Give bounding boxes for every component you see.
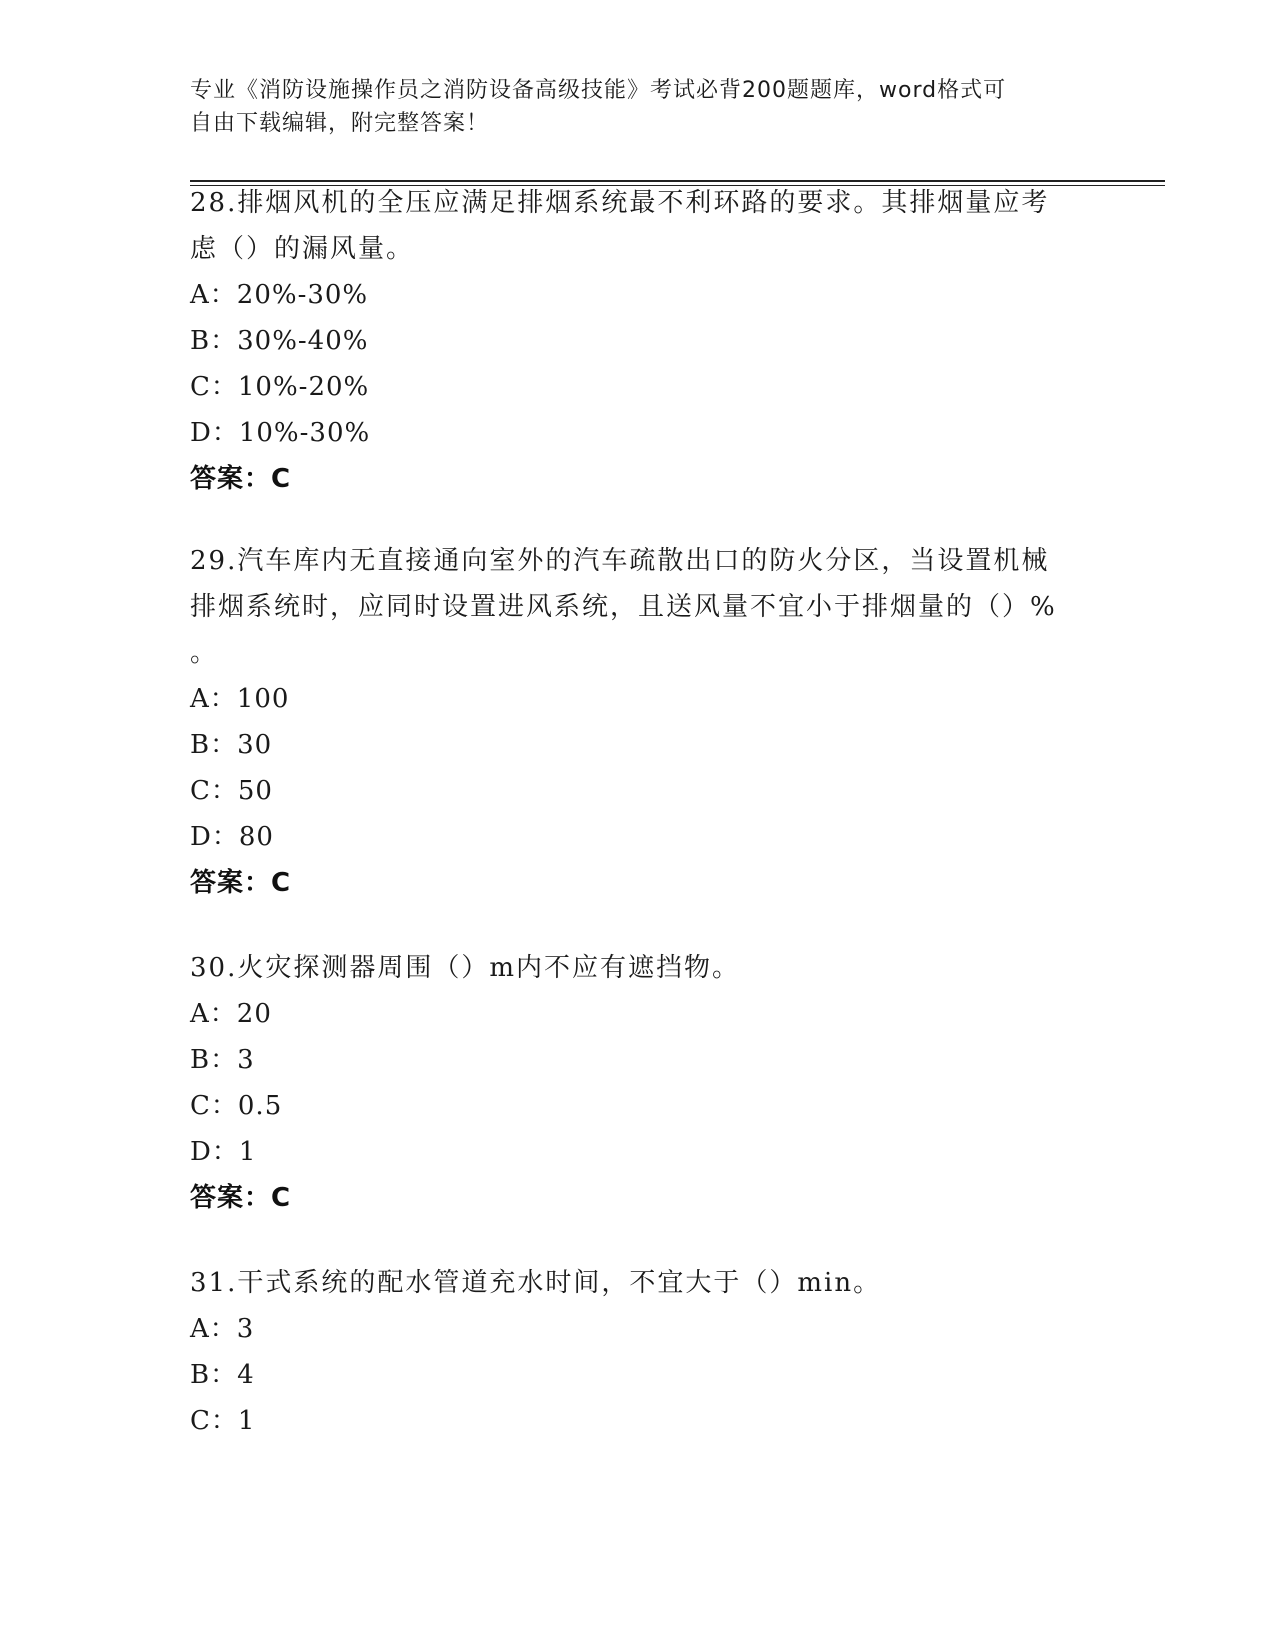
answer-label: 答案： [190, 1183, 272, 1213]
option-d: D：80 [190, 822, 274, 852]
answer-label: 答案： [190, 464, 272, 494]
answer-line [190, 456, 1090, 502]
answer-value: C [271, 1183, 292, 1213]
option-c: C：0.5 [190, 1091, 283, 1121]
question-29 [190, 538, 1090, 906]
option-b: B：30%-40% [190, 326, 369, 356]
question-stem: 31.干式系统的配水管道充水时间，不宜大于（）min。 [190, 1268, 882, 1298]
option-a: A：3 [190, 1314, 255, 1344]
header-line-1: 专业《消防设施操作员之消防设备高级技能》考试必背200题题库，word格式可 [190, 78, 1007, 103]
question-stem: 30.火灾探测器周围（）m内不应有遮挡物。 [190, 953, 741, 983]
option-a: A：20%-30% [190, 280, 369, 310]
option-c: C：1 [190, 1406, 256, 1436]
answer-line [190, 1175, 1090, 1221]
answer-label: 答案： [190, 868, 272, 898]
header-line-2: 自由下载编辑，附完整答案！ [190, 111, 490, 136]
document-header [190, 74, 1090, 140]
option-a: A：100 [190, 684, 290, 714]
option-c: C：50 [190, 776, 273, 806]
option-c: C：10%-20% [190, 372, 370, 402]
answer-value: C [271, 464, 292, 494]
option-d: D：10%-30% [190, 418, 371, 448]
option-b: B：4 [190, 1360, 255, 1390]
option-b: B：3 [190, 1045, 255, 1075]
option-a: A：20 [190, 999, 272, 1029]
answer-value: C [271, 868, 292, 898]
answer-line [190, 860, 1090, 906]
question-stem: 29.汽车库内无直接通向室外的汽车疏散出口的防火分区，当设置机械 [190, 546, 1050, 576]
option-b: B：30 [190, 730, 273, 760]
question-stem: 虑（）的漏风量。 [190, 234, 415, 264]
question-stem: 28.排烟风机的全压应满足排烟系统最不利环路的要求。其排烟量应考 [190, 188, 1050, 218]
question-stem: 排烟系统时，应同时设置进风系统，且送风量不宜小于排烟量的（）% [190, 592, 1057, 622]
question-31 [190, 1260, 1090, 1444]
question-stem: 。 [190, 638, 219, 668]
question-30 [190, 945, 1090, 1221]
option-d: D：1 [190, 1137, 257, 1167]
question-28 [190, 180, 1090, 502]
